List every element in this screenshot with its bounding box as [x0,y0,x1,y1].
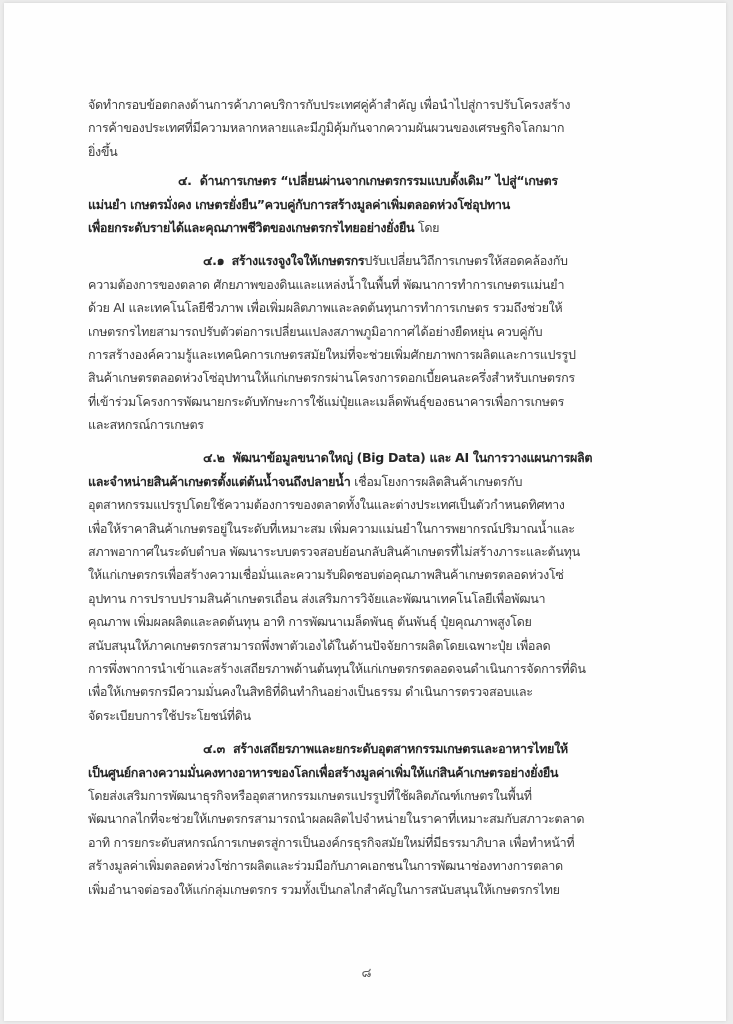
subsection-4-3 [88,737,658,901]
subsection-text: เชื่อมโยงการผลิตสินค้าเกษตรกับ [350,473,523,489]
subsection-title: พัฒนาข้อมูลขนาดใหญ่ (Big Data) และ AI ในการวางแผนการผลิต [232,450,593,466]
section-4-heading [88,169,658,239]
text-line: เพื่อให้เกษตรกรมีความมั่นคงในสิทธิที่ดินทำกินอย่างเป็นธรรม ดำเนินการตรวจสอบและ [88,684,533,700]
text-line: ยิ่งขึ้น [88,143,118,159]
subsection-number: ๔.๑ [203,253,225,269]
text-line: สนับสนุนให้ภาคเกษตรกรสามารถพึ่งพาตัวเองได้ในด้านปัจจัยการผลิตโดยเฉพาะปุ๋ย เพื่อลด [88,637,551,653]
text-line: จัดทำกรอบข้อตกลงด้านการค้าภาคบริการกับประเทศคู่ค้าสำคัญ เพื่อนำไปสู่การปรับโครงสร้าง [88,97,571,112]
section-heading-text: ด้านการเกษตร “เปลี่ยนผ่านจากเกษตรกรรมแบบดั้งเดิม” ไปสู่“เกษตร [199,173,558,189]
subsection-number: ๔.๒ [203,450,225,466]
intro-paragraph [88,93,658,163]
subsection-title: สร้างแรงจูงใจให้เกษตรกร [231,253,365,269]
text-line: สภาพอากาศในระดับตำบล พัฒนาระบบตรวจสอบย้อนกลับสินค้าเกษตรที่ไม่สร้างภาระและต้นทุน [88,544,580,560]
text-line: เกษตรกรไทยสามารถปรับตัวต่อการเปลี่ยนแปลงสภาพภูมิอากาศได้อย่างยืดหยุ่น ควบคู่กับ [88,323,543,339]
text-line: โดยส่งเสริมการพัฒนาธุรกิจหรืออุตสาหกรรมเกษตรแปรรูปที่ใช้ผลิตภัณฑ์เกษตรในพื้นที่ [88,787,532,803]
subsection-title: สร้างเสถียรภาพและยกระดับอุตสาหกรรมเกษตรและอาหารไทยให้ [232,741,568,757]
subsection-title: เป็นศูนย์กลางความมั่นคงทางอาหารของโลกเพื่อสร้างมูลค่าเพิ่มให้แก่สินค้าเกษตรอย่างยั่งยืน [88,764,559,780]
text-line: การพึ่งพาการนำเข้าและสร้างเสถียรภาพด้านต้นทุนให้แก่เกษตรกรตลอดจนดำเนินการจัดการที่ดิน [88,660,586,676]
text-line: และสหกรณ์การเกษตร [88,417,204,433]
text-line: สินค้าเกษตรตลอดห่วงโซ่อุปทานให้แก่เกษตรกรผ่านโครงการดอกเบี้ยคนละครึ่งสำหรับเกษตรกร [88,370,575,386]
section-heading-text: แม่นยำ เกษตรมั่งคง เกษตรยั่งยืน”ควบคู่กับการสร้างมูลค่าเพิ่มตลอดห่วงโซ่อุปทาน [88,196,510,212]
document-body [88,93,658,901]
text-line: อาทิ การยกระดับสหกรณ์การเกษตรสู่การเป็นองค์กรธุรกิจสมัยใหม่ที่มีธรรมาภิบาล เพื่อทำหน้าที่ [88,834,575,850]
text-line: ด้วย AI และเทคโนโลยีชีวภาพ เพื่อเพิ่มผลิตภาพและลดต้นทุนการทำการเกษตร รวมถึงช่วยให้ [88,300,563,316]
section-heading-tail: โดย [414,219,440,235]
subsection-text: ปรับเปลี่ยนวิถีการเกษตรให้สอดคล้องกับ [364,253,568,269]
subsection-4-2 [88,446,658,727]
section-heading-text: เพื่อยกระดับรายได้และคุณภาพชีวิตของเกษตรกรไทยอย่างยั่งยืน [88,219,415,235]
section-number: ๔. [178,173,192,189]
text-line: การสร้างองค์ความรู้และเทคนิคการเกษตรสมัยใหม่ที่จะช่วยเพิ่มศักยภาพการผลิตและการแปรรูป [88,346,576,362]
text-line: ความต้องการของตลาด ศักยภาพของดินและแหล่งน้ำในพื้นที่ พัฒนาการทำการเกษตรแม่นยำ [88,276,565,292]
text-line: ที่เข้าร่วมโครงการพัฒนายกระดับทักษะการใช้แม่ปุ๋ยและเมล็ดพันธุ์ของธนาคารเพื่อการเกษตร [88,393,564,409]
text-line: คุณภาพ เพิ่มผลผลิตและลดต้นทุน อาทิ การพัฒนาเมล็ดพันธุ ต้นพันธุ์ ปุ๋ยคุณภาพสูงโดย [88,614,532,630]
text-line: สร้างมูลค่าเพิ่มตลอดห่วงโซ่การผลิตและร่วมมือกับภาคเอกชนในการพัฒนาช่องทางการตลาด [88,858,563,874]
document-page [4,3,726,1021]
page-number: ๘ [361,966,372,981]
text-line: ให้แก่เกษตรกรเพื่อสร้างความเชื่อมั่นและความรับผิดชอบต่อคุณภาพสินค้าเกษตรตลอดห่วงโซ่ [88,567,564,583]
text-line: จัดระเบียบการใช้ประโยชน์ที่ดิน [88,707,251,723]
text-line: เพิ่มอำนาจต่อรองให้แก่กลุ่มเกษตรกร รวมทั้งเป็นกลไกสำคัญในการสนับสนุนให้เกษตรกรไทย [88,881,560,897]
text-line: เพื่อให้ราคาสินค้าเกษตรอยู่ในระดับที่เหมาะสม เพิ่มความแม่นยำในการพยากรณ์ปริมาณน้ำและ [88,520,575,536]
subsection-number: ๔.๓ [203,741,225,757]
text-line: พัฒนากลไกที่จะช่วยให้เกษตรกรสามารถนำผลผลิตไปจำหน่ายในราคาที่เหมาะสมกับสภาวะตลาด [88,811,585,827]
text-line: อุตสาหกรรมแปรรูปโดยใช้ความต้องการของตลาดทั้งในและต่างประเทศเป็นตัวกำหนดทิศทาง [88,497,565,513]
text-line: การค้าของประเทศที่มีความหลากหลายและมีภูมิคุ้มกันจากความผันผวนของเศรษฐกิจโลกมาก [88,120,565,136]
subsection-title: และจำหน่ายสินค้าเกษตรตั้งแต่ต้นน้ำจนถึงปลายน้ำ [88,473,351,489]
subsection-4-1 [88,249,658,436]
text-line: อุปทาน การปราบปรามสินค้าเกษตรเถื่อน ส่งเสริมการวิจัยและพัฒนาเทคโนโลยีเพื่อพัฒนา [88,590,546,606]
